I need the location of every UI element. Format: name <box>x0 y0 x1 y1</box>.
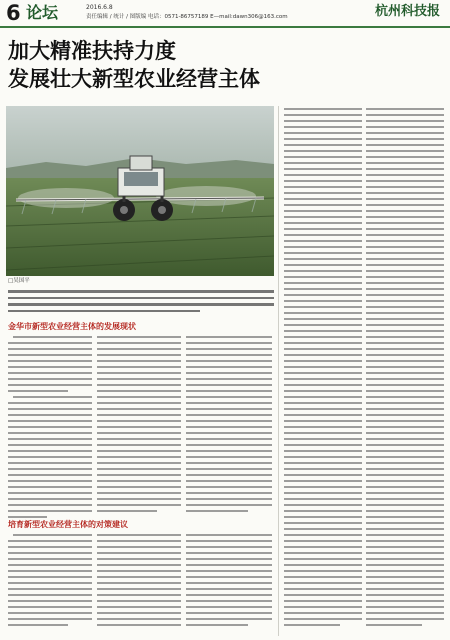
body-column-2a <box>8 534 92 630</box>
article-photo <box>6 106 274 276</box>
body-column-1a <box>8 336 92 522</box>
body-column-2b <box>97 534 181 630</box>
photo-credit: □吴国平 <box>8 278 30 284</box>
body-column-2c <box>186 534 272 630</box>
sprayer-photo-illustration <box>6 106 274 276</box>
editor-contact-info: 责任编辑 / 统计 / 图版编 电话：0571-86757189 E—mail:dawn306@163.com <box>86 14 288 20</box>
issue-date: 2016.6.8 <box>86 4 113 11</box>
lede-paragraph <box>8 290 274 316</box>
section-name: 论坛 <box>26 3 59 22</box>
masthead-rule <box>0 26 450 28</box>
masthead <box>0 0 450 28</box>
body-column-right-1 <box>284 108 362 630</box>
headline-line-1: 加大精准扶持力度 <box>8 39 176 63</box>
column-divider <box>278 106 279 636</box>
body-column-right-2 <box>366 108 444 630</box>
body-column-1b <box>97 336 181 516</box>
page-number: 6 <box>6 1 21 25</box>
section-heading-status: 金华市新型农业经营主体的发展现状 <box>8 322 136 331</box>
headline-line-2: 发展壮大新型农业经营主体 <box>8 67 260 91</box>
body-column-1c <box>186 336 272 516</box>
newspaper-name: 杭州科技报 <box>374 4 440 19</box>
section-heading-recommendations: 培育新型农业经营主体的对策建议 <box>8 520 128 529</box>
